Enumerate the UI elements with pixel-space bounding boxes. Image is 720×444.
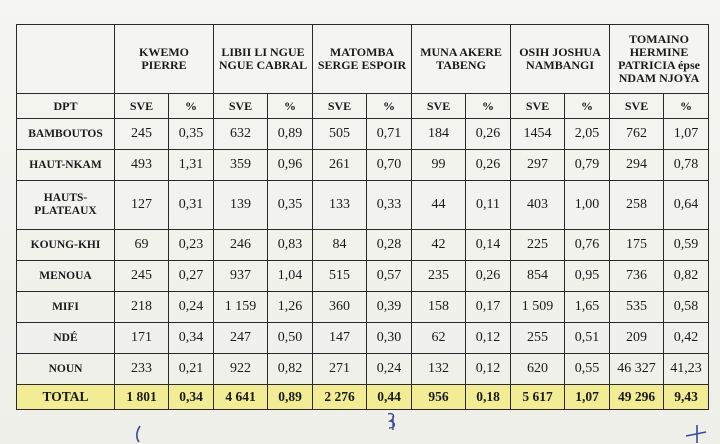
candidate-name: KWEMO PIERRE <box>115 25 214 94</box>
total-cell: 0,18 <box>466 385 511 410</box>
sve-cell: 535 <box>610 292 664 323</box>
sve-cell: 175 <box>610 230 664 261</box>
sve-cell: 493 <box>115 150 169 181</box>
pct-header: % <box>664 94 709 119</box>
sve-header: SVE <box>313 94 367 119</box>
table-row <box>17 150 709 181</box>
pct-header: % <box>565 94 610 119</box>
ink-cross-mark <box>684 422 710 444</box>
table-row <box>17 119 709 150</box>
percent-cell: 0,64 <box>664 181 709 230</box>
percent-cell: 0,17 <box>466 292 511 323</box>
sve-cell: 99 <box>412 150 466 181</box>
sve-cell: 1 159 <box>214 292 268 323</box>
total-cell: 2 276 <box>313 385 367 410</box>
total-cell: 1,07 <box>565 385 610 410</box>
sve-cell: 225 <box>511 230 565 261</box>
sve-cell: 632 <box>214 119 268 150</box>
table-row <box>17 181 709 230</box>
percent-cell: 0,89 <box>268 119 313 150</box>
ink-signature-mark <box>384 410 402 432</box>
sve-cell: 46 327 <box>610 354 664 385</box>
percent-cell: 0,79 <box>565 150 610 181</box>
percent-cell: 1,65 <box>565 292 610 323</box>
sve-cell: 184 <box>412 119 466 150</box>
total-cell: 0,89 <box>268 385 313 410</box>
sve-cell: 937 <box>214 261 268 292</box>
percent-cell: 0,35 <box>169 119 214 150</box>
sve-cell: 245 <box>115 119 169 150</box>
percent-cell: 1,07 <box>664 119 709 150</box>
table-row <box>17 292 709 323</box>
percent-cell: 0,30 <box>367 323 412 354</box>
percent-cell: 0,35 <box>268 181 313 230</box>
results-table <box>16 24 709 410</box>
sve-cell: 245 <box>115 261 169 292</box>
sve-cell: 403 <box>511 181 565 230</box>
candidate-header-row <box>17 25 709 94</box>
sve-cell: 139 <box>214 181 268 230</box>
percent-cell: 1,00 <box>565 181 610 230</box>
sve-cell: 271 <box>313 354 367 385</box>
sve-cell: 132 <box>412 354 466 385</box>
sve-cell: 360 <box>313 292 367 323</box>
percent-cell: 0,24 <box>169 292 214 323</box>
corner-cell <box>17 25 115 94</box>
total-cell: 1 801 <box>115 385 169 410</box>
percent-cell: 0,96 <box>268 150 313 181</box>
department-name: HAUTS-PLATEAUX <box>17 181 115 230</box>
candidate-name: MATOMBA SERGE ESPOIR <box>313 25 412 94</box>
percent-cell: 0,33 <box>367 181 412 230</box>
sve-cell: 261 <box>313 150 367 181</box>
pct-header: % <box>466 94 511 119</box>
sve-header: SVE <box>412 94 466 119</box>
sve-cell: 762 <box>610 119 664 150</box>
sve-cell: 127 <box>115 181 169 230</box>
percent-cell: 0,82 <box>664 261 709 292</box>
percent-cell: 2,05 <box>565 119 610 150</box>
percent-cell: 1,04 <box>268 261 313 292</box>
sve-cell: 147 <box>313 323 367 354</box>
sve-cell: 1 509 <box>511 292 565 323</box>
percent-cell: 0,39 <box>367 292 412 323</box>
percent-cell: 0,11 <box>466 181 511 230</box>
table-row <box>17 354 709 385</box>
percent-cell: 0,70 <box>367 150 412 181</box>
table-row <box>17 261 709 292</box>
pct-header: % <box>169 94 214 119</box>
department-name: MENOUA <box>17 261 115 292</box>
percent-cell: 41,23 <box>664 354 709 385</box>
percent-cell: 0,57 <box>367 261 412 292</box>
percent-cell: 0,34 <box>169 323 214 354</box>
candidate-name: TOMAINO HERMINE PATRICIA épse NDAM NJOYA <box>610 25 709 94</box>
candidate-name: LIBII LI NGUE NGUE CABRAL <box>214 25 313 94</box>
percent-cell: 0,24 <box>367 354 412 385</box>
sve-cell: 736 <box>610 261 664 292</box>
sve-cell: 69 <box>115 230 169 261</box>
percent-cell: 0,26 <box>466 150 511 181</box>
percent-cell: 0,12 <box>466 354 511 385</box>
sve-cell: 209 <box>610 323 664 354</box>
sve-cell: 158 <box>412 292 466 323</box>
percent-cell: 0,83 <box>268 230 313 261</box>
sve-header: SVE <box>214 94 268 119</box>
total-cell: 956 <box>412 385 466 410</box>
percent-cell: 0,23 <box>169 230 214 261</box>
candidate-name: MUNA AKERE TABENG <box>412 25 511 94</box>
total-label: TOTAL <box>17 385 115 410</box>
sve-cell: 235 <box>412 261 466 292</box>
percent-cell: 0,51 <box>565 323 610 354</box>
percent-cell: 0,14 <box>466 230 511 261</box>
sve-cell: 84 <box>313 230 367 261</box>
department-name: BAMBOUTOS <box>17 119 115 150</box>
percent-cell: 0,26 <box>466 261 511 292</box>
sve-cell: 922 <box>214 354 268 385</box>
sve-cell: 1454 <box>511 119 565 150</box>
department-name: MIFI <box>17 292 115 323</box>
total-row <box>17 385 709 410</box>
sve-cell: 297 <box>511 150 565 181</box>
department-name: NDÉ <box>17 323 115 354</box>
department-name: KOUNG-KHI <box>17 230 115 261</box>
sve-cell: 854 <box>511 261 565 292</box>
table-row <box>17 230 709 261</box>
sve-cell: 133 <box>313 181 367 230</box>
percent-cell: 0,59 <box>664 230 709 261</box>
total-cell: 0,34 <box>169 385 214 410</box>
sve-cell: 247 <box>214 323 268 354</box>
ink-mark <box>130 424 150 444</box>
total-cell: 5 617 <box>511 385 565 410</box>
percent-cell: 0,76 <box>565 230 610 261</box>
sve-cell: 44 <box>412 181 466 230</box>
percent-cell: 0,50 <box>268 323 313 354</box>
candidate-name: OSIH JOSHUA NAMBANGI <box>511 25 610 94</box>
percent-cell: 0,31 <box>169 181 214 230</box>
column-header-row <box>17 94 709 119</box>
percent-cell: 0,12 <box>466 323 511 354</box>
dpt-header: DPT <box>17 94 115 119</box>
percent-cell: 0,55 <box>565 354 610 385</box>
percent-cell: 0,78 <box>664 150 709 181</box>
table-row <box>17 323 709 354</box>
department-name: HAUT-NKAM <box>17 150 115 181</box>
sve-cell: 255 <box>511 323 565 354</box>
sve-cell: 294 <box>610 150 664 181</box>
sve-cell: 246 <box>214 230 268 261</box>
sve-header: SVE <box>511 94 565 119</box>
total-cell: 0,44 <box>367 385 412 410</box>
sve-cell: 171 <box>115 323 169 354</box>
department-name: NOUN <box>17 354 115 385</box>
sve-header: SVE <box>115 94 169 119</box>
table-body <box>17 119 709 385</box>
percent-cell: 0,58 <box>664 292 709 323</box>
percent-cell: 0,95 <box>565 261 610 292</box>
sve-header: SVE <box>610 94 664 119</box>
total-cell: 9,43 <box>664 385 709 410</box>
percent-cell: 0,71 <box>367 119 412 150</box>
sve-cell: 620 <box>511 354 565 385</box>
percent-cell: 0,28 <box>367 230 412 261</box>
percent-cell: 0,82 <box>268 354 313 385</box>
sve-cell: 359 <box>214 150 268 181</box>
percent-cell: 1,31 <box>169 150 214 181</box>
total-cell: 49 296 <box>610 385 664 410</box>
percent-cell: 0,42 <box>664 323 709 354</box>
sve-cell: 62 <box>412 323 466 354</box>
sve-cell: 505 <box>313 119 367 150</box>
total-cell: 4 641 <box>214 385 268 410</box>
sve-cell: 233 <box>115 354 169 385</box>
sve-cell: 258 <box>610 181 664 230</box>
pct-header: % <box>268 94 313 119</box>
sve-cell: 218 <box>115 292 169 323</box>
sve-cell: 42 <box>412 230 466 261</box>
percent-cell: 1,26 <box>268 292 313 323</box>
percent-cell: 0,26 <box>466 119 511 150</box>
percent-cell: 0,21 <box>169 354 214 385</box>
sve-cell: 515 <box>313 261 367 292</box>
pct-header: % <box>367 94 412 119</box>
percent-cell: 0,27 <box>169 261 214 292</box>
